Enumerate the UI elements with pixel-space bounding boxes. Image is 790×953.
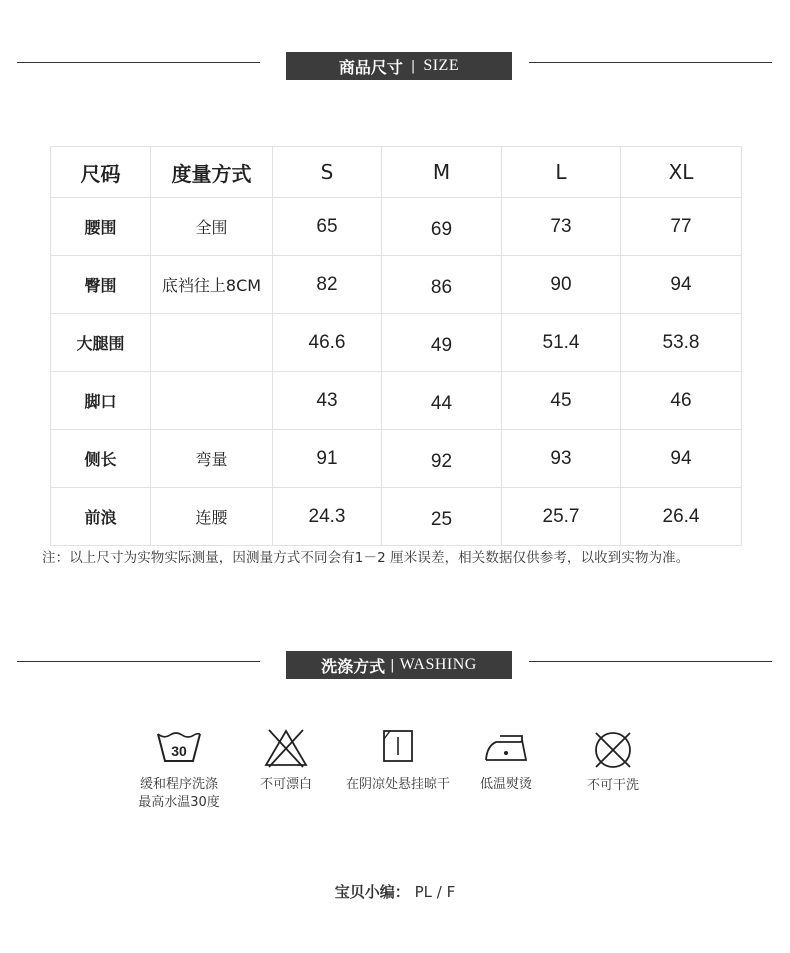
wash-label	[451, 776, 561, 794]
wash-label	[231, 776, 341, 794]
editor-line	[0, 881, 790, 902]
size-table	[50, 146, 742, 546]
cell-l: 90	[502, 256, 621, 314]
cell-xl: 46	[621, 372, 742, 430]
iron-low-icon	[482, 728, 530, 764]
cell-s: 91	[273, 430, 382, 488]
cell-m: 86	[382, 256, 502, 314]
cell-s: 24.3	[273, 488, 382, 546]
wash-section-banner	[286, 651, 512, 679]
cell-m: 92	[382, 430, 502, 488]
size-title-en: SIZE	[423, 57, 460, 74]
table-row	[51, 430, 742, 488]
wash-item-iron	[451, 728, 561, 794]
cell-m: 25	[382, 488, 502, 546]
wash-label-line2: 最高水温30度	[138, 795, 220, 810]
cell-xl: 26.4	[621, 488, 742, 546]
cell-l: 93	[502, 430, 621, 488]
table-row	[51, 314, 742, 372]
row-part: 前浪	[51, 488, 151, 546]
cell-xl: 94	[621, 430, 742, 488]
wash-label-line1: 低温熨烫	[479, 777, 532, 792]
size-title-cn: 商品尺寸	[338, 57, 403, 77]
cell-s: 46.6	[273, 314, 382, 372]
cell-xl: 53.8	[621, 314, 742, 372]
row-part: 腰围	[51, 198, 151, 256]
row-method	[151, 372, 273, 430]
cell-s: 43	[273, 372, 382, 430]
editor-value: PL / F	[414, 883, 456, 901]
cell-l: 25.7	[502, 488, 621, 546]
wash-label	[558, 777, 668, 795]
row-part: 脚口	[51, 372, 151, 430]
row-part: 臀围	[51, 256, 151, 314]
row-method	[151, 314, 273, 372]
wash-label-line1: 不可干洗	[586, 778, 639, 793]
cell-m: 44	[382, 372, 502, 430]
cell-xl: 94	[621, 256, 742, 314]
table-row	[51, 372, 742, 430]
row-method: 弯量	[151, 430, 273, 488]
wash-30-icon	[156, 728, 202, 764]
table-row	[51, 488, 742, 546]
size-note: 注：以上尺寸为实物实际测量，因测量方式不同会有1－2 厘米误差，相关数据仅供参考，以收到实物为准。	[42, 550, 690, 566]
wash-title-cn: 洗涤方式	[321, 656, 386, 676]
size-table-header-row	[51, 147, 742, 198]
size-section-banner	[286, 52, 512, 80]
size-divider-left	[17, 62, 260, 63]
table-row	[51, 256, 742, 314]
wash-label	[341, 776, 455, 794]
row-method: 底裆往上8CM	[151, 256, 273, 314]
wash-title-separator: |	[390, 657, 395, 673]
cell-l: 45	[502, 372, 621, 430]
wash-divider-right	[529, 661, 772, 662]
wash-title-en: WASHING	[399, 656, 477, 673]
no-bleach-icon	[263, 728, 309, 768]
row-method: 连腰	[151, 488, 273, 546]
header-s: S	[273, 147, 382, 198]
wash-item-line-dry	[341, 728, 455, 794]
cell-l: 73	[502, 198, 621, 256]
cell-l: 51.4	[502, 314, 621, 372]
size-divider-right	[529, 62, 772, 63]
header-xl: XL	[621, 147, 742, 198]
cell-s: 65	[273, 198, 382, 256]
line-dry-shade-icon	[381, 728, 415, 764]
header-method: 度量方式	[151, 147, 273, 198]
wash-temp-text: 30	[171, 743, 187, 759]
wash-label-line1: 在阴凉处悬挂晾干	[345, 777, 450, 792]
header-m: M	[382, 147, 502, 198]
cell-s: 82	[273, 256, 382, 314]
wash-label-line1: 缓和程序洗涤	[139, 777, 218, 792]
editor-label: 宝贝小编：	[334, 883, 410, 901]
wash-item-30	[124, 728, 234, 812]
wash-item-no-dry-clean	[558, 728, 668, 795]
header-size: 尺码	[51, 147, 151, 198]
wash-divider-left	[17, 661, 260, 662]
cell-xl: 77	[621, 198, 742, 256]
table-row	[51, 198, 742, 256]
row-method: 全围	[151, 198, 273, 256]
no-dry-clean-icon	[591, 728, 635, 772]
row-part: 大腿围	[51, 314, 151, 372]
cell-m: 69	[382, 198, 502, 256]
row-part: 侧长	[51, 430, 151, 488]
cell-m: 49	[382, 314, 502, 372]
wash-label	[124, 776, 234, 812]
header-l: L	[502, 147, 621, 198]
size-title-separator: |	[410, 58, 416, 74]
wash-item-no-bleach	[231, 728, 341, 794]
wash-label-line1: 不可漂白	[259, 777, 312, 792]
